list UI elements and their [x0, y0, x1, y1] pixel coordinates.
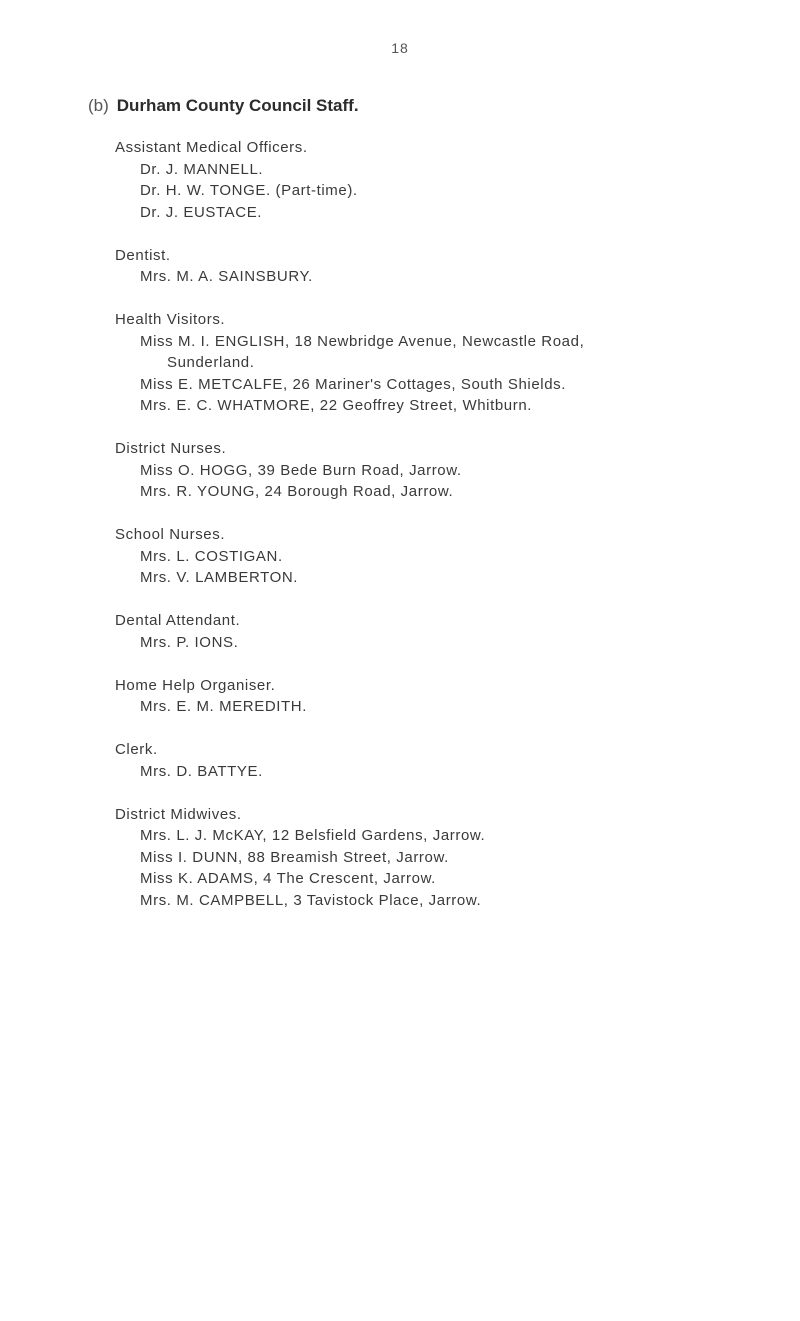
staff-entry: Mrs. V. LAMBERTON.: [140, 569, 299, 586]
section-title: Dental Attendant.: [115, 612, 241, 629]
section-dentist: [115, 245, 785, 288]
section-dental-attendant: [115, 610, 785, 653]
section-title: School Nurses.: [115, 526, 226, 543]
staff-entry: Miss M. I. ENGLISH, 18 Newbridge Avenue, Newcastle Road,: [140, 332, 585, 350]
staff-entry: Mrs. E. M. MEREDITH.: [140, 698, 307, 715]
staff-entry: Mrs. M. CAMPBELL, 3 Tavistock Place, Jarrow.: [140, 891, 482, 909]
staff-entry: Miss O. HOGG, 39 Bede Burn Road, Jarrow.: [140, 461, 462, 479]
section-school-nurses: [115, 524, 785, 589]
section-title: District Midwives.: [115, 805, 242, 823]
section-clerk: [115, 739, 785, 782]
staff-entry: Dr. J. MANNELL.: [140, 160, 264, 178]
staff-entry: Mrs. D. BATTYE.: [140, 762, 263, 780]
staff-entry: Mrs. R. YOUNG, 24 Borough Road, Jarrow.: [140, 483, 454, 500]
page-number: 18: [391, 40, 409, 56]
section-title: Home Help Organiser.: [115, 676, 276, 694]
staff-entry: Mrs. M. A. SAINSBURY.: [140, 268, 313, 285]
section-heading: [88, 96, 359, 116]
heading-marker: (b): [88, 96, 109, 115]
section-health-visitors: [115, 309, 785, 417]
staff-list: [115, 137, 785, 933]
section-title: Dentist.: [115, 246, 171, 264]
staff-entry: Miss E. METCALFE, 26 Mariner's Cottages, South Shields.: [140, 375, 567, 393]
staff-entry: Mrs. L. COSTIGAN.: [140, 547, 283, 565]
staff-entry-continuation: Sunderland.: [167, 354, 255, 371]
section-title: Clerk.: [115, 741, 158, 758]
section-title: Assistant Medical Officers.: [115, 139, 308, 156]
staff-entry: Mrs. E. C. WHATMORE, 22 Geoffrey Street, Whitburn.: [140, 397, 533, 414]
section-assistant-medical-officers: [115, 137, 785, 223]
section-home-help-organiser: [115, 675, 785, 718]
staff-entry: Dr. H. W. TONGE. (Part-time).: [140, 182, 358, 199]
section-district-nurses: [115, 438, 785, 503]
section-title: Health Visitors.: [115, 311, 226, 328]
heading-title: Durham County Council Staff.: [116, 96, 359, 115]
staff-entry: Dr. J. EUSTACE.: [140, 203, 263, 221]
staff-entry: Mrs. L. J. McKAY, 12 Belsfield Gardens, Jarrow.: [140, 827, 486, 844]
staff-entry: Miss I. DUNN, 88 Breamish Street, Jarrow.: [140, 848, 449, 866]
section-district-midwives: [115, 804, 785, 912]
staff-entry: Mrs. P. IONS.: [140, 633, 239, 651]
section-title: District Nurses.: [115, 440, 227, 457]
staff-entry: Miss K. ADAMS, 4 The Crescent, Jarrow.: [140, 870, 436, 887]
